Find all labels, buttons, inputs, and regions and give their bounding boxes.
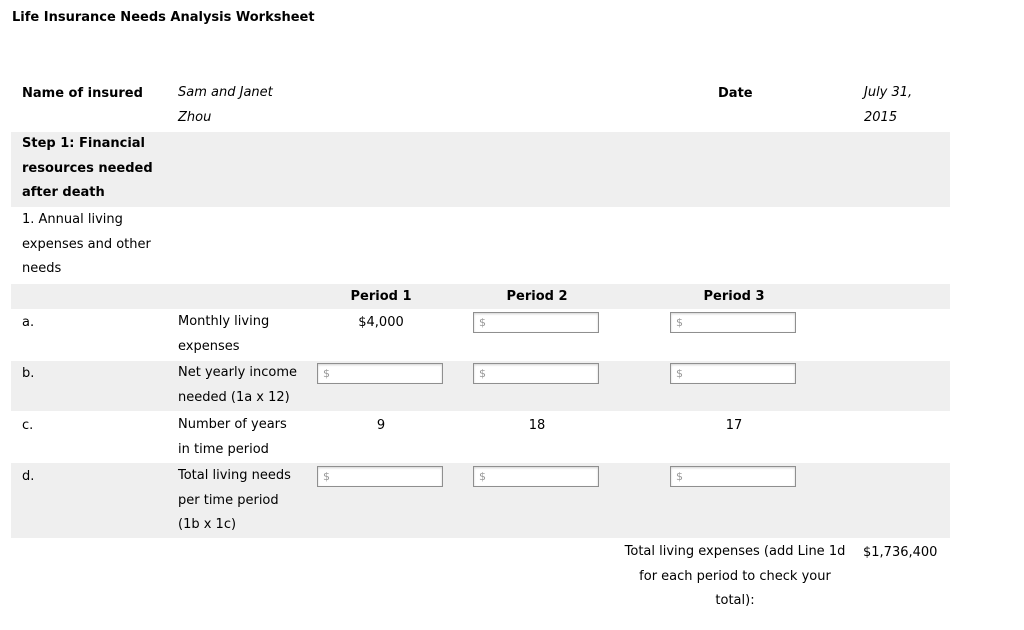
row-b-letter: b. [22,366,35,381]
row-d-period3-input[interactable] [670,466,796,487]
total-living-expenses-label: Total living expenses (add Line 1d for each period to check your total): [624,544,846,608]
row-a-period3-field[interactable] [687,314,791,331]
row-c-letter: c. [22,418,34,433]
row-a-period2-input[interactable] [473,312,599,333]
row-c-period2-value: 18 [528,418,546,433]
row-d-label: Total living needs per time period (1b x 1c) [178,468,291,532]
date-label: Date [718,86,753,101]
row-b-period2-input[interactable] [473,363,599,384]
period3-header: Period 3 [703,289,765,304]
name-of-insured-label: Name of insured [22,86,143,101]
row-c-period3-value: 17 [725,418,743,433]
row-d-letter: d. [22,469,35,484]
row-a-period2-field[interactable] [490,314,594,331]
row-b-label: Net yearly income needed (1a x 12) [178,365,298,405]
row-d-period2-input[interactable] [473,466,599,487]
row-b-period2-field[interactable] [490,365,594,382]
currency-sign: $ [323,367,330,380]
date-value: July 31, 2015 [864,85,913,125]
row-a-period3-input[interactable] [670,312,796,333]
total-living-expenses-value: $1,736,400 [863,545,938,560]
row-b-period3-input[interactable] [670,363,796,384]
currency-sign: $ [676,316,683,329]
row-d-period1-field[interactable] [334,468,438,485]
period1-header: Period 1 [350,289,412,304]
row-a-letter: a. [22,315,35,330]
row-a-period1-value: $4,000 [358,315,404,330]
currency-sign: $ [479,316,486,329]
row-d-period2-field[interactable] [490,468,594,485]
row-c-label: Number of years in time period [178,417,287,457]
row-d-period1-input[interactable] [317,466,443,487]
row-a-label: Monthly living expenses [178,314,270,354]
row-c-period1-value: 9 [376,418,386,433]
currency-sign: $ [479,470,486,483]
row-b-period1-field[interactable] [334,365,438,382]
page-title: Life Insurance Needs Analysis Worksheet [12,10,315,25]
insured-name-value: Sam and Janet Zhou [178,85,273,125]
currency-sign: $ [479,367,486,380]
row-d-period3-field[interactable] [687,468,791,485]
period2-header: Period 2 [506,289,568,304]
step1-heading: Step 1: Financial resources needed after death [22,136,153,200]
currency-sign: $ [323,470,330,483]
currency-sign: $ [676,367,683,380]
currency-sign: $ [676,470,683,483]
row-b-period3-field[interactable] [687,365,791,382]
item1-heading: 1. Annual living expenses and other needs [22,212,151,276]
row-b-period1-input[interactable] [317,363,443,384]
